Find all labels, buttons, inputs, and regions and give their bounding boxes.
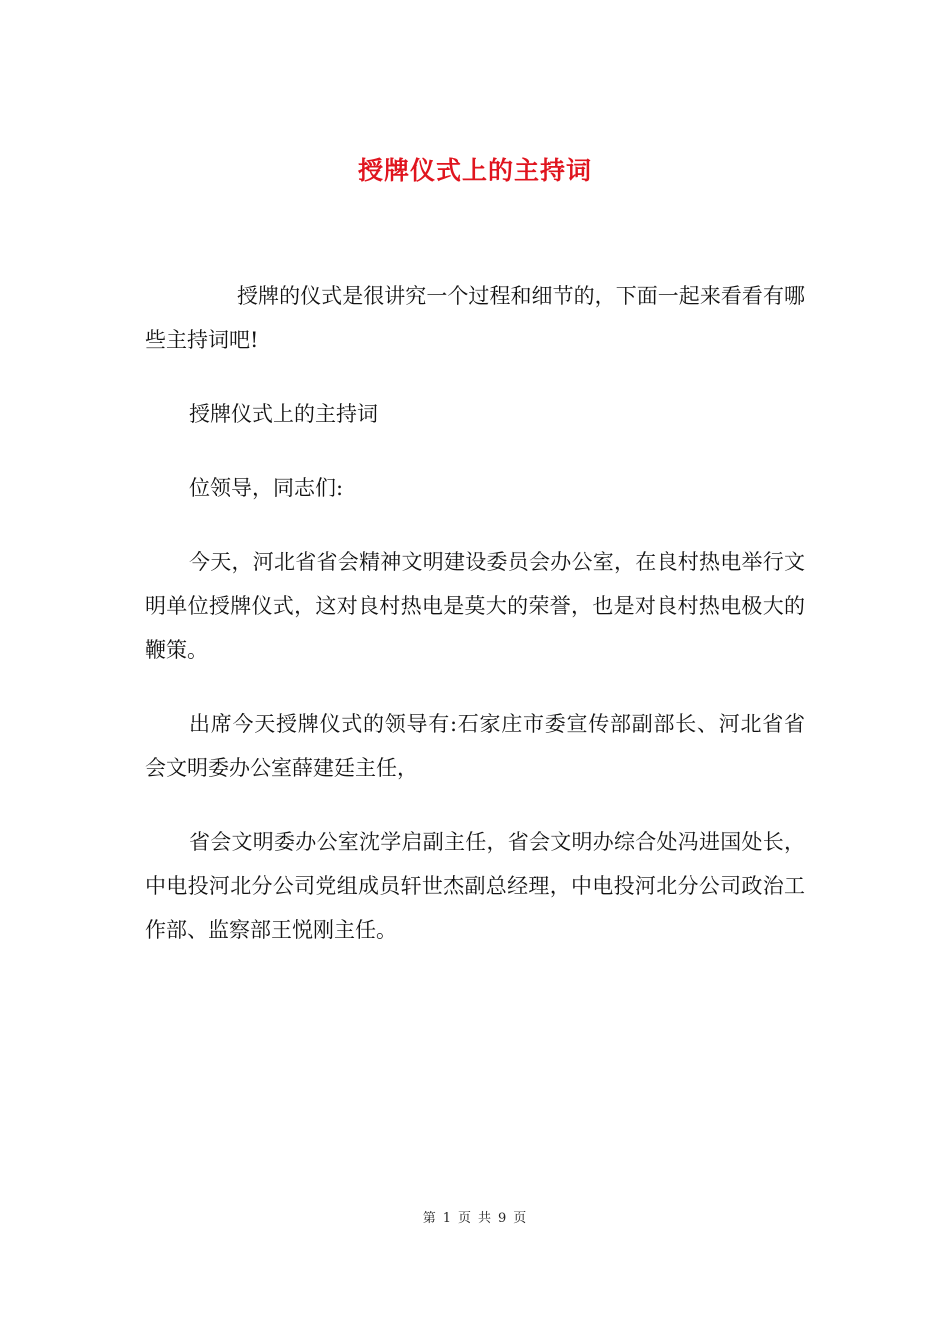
document-body: [145, 274, 805, 982]
paragraph-attendees: 出席今天授牌仪式的领导有:石家庄市委宣传部副部长、河北省省会文明委办公室薛建廷主任，: [145, 712, 805, 780]
footer-suffix: 页: [513, 1211, 528, 1226]
paragraph-event: 今天，河北省省会精神文明建设委员会办公室，在良村热电举行文明单位授牌仪式，这对良村热电是莫大的荣誉，也是对良村热电极大的鞭策。: [145, 550, 805, 662]
page-footer: [0, 1207, 950, 1226]
footer-page-number: 1: [442, 1211, 452, 1226]
paragraph-greeting: 位领导，同志们:: [189, 476, 344, 500]
footer-total-word: 共: [478, 1211, 493, 1226]
paragraph-intro: 授牌的仪式是很讲究一个过程和细节的，下面一起来看看有哪些主持词吧!: [145, 284, 805, 352]
footer-page-word: 页: [457, 1211, 472, 1226]
paragraph-heading: 授牌仪式上的主持词: [189, 402, 378, 426]
footer-total-pages: 9: [498, 1211, 508, 1226]
document-title: 授牌仪式上的主持词: [357, 155, 592, 185]
paragraph-attendees-continued: 省会文明委办公室沈学启副主任，省会文明办综合处冯进国处长，中电投河北分公司党组成员轩世杰副总经理，中电投河北分公司政治工作部、监察部王悦刚主任。: [145, 830, 805, 942]
footer-prefix: 第: [422, 1211, 437, 1226]
